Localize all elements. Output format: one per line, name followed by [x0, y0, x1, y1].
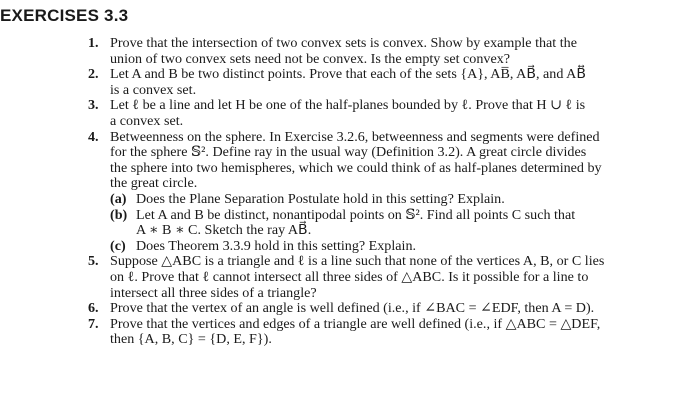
exercise-text-line: Does Theorem 3.3.9 hold in this setting? Explain.: [136, 237, 417, 254]
exercise-text-line: Prove that the intersection of two convex sets is convex. Show by example that the: [110, 35, 577, 51]
exercise-4a: [88, 192, 688, 208]
exercise-number: 7.: [88, 315, 99, 332]
exercise-text-line: Prove that the vertices and edges of a triangle are well defined (i.e., if △ABC = △DEF,: [110, 315, 601, 332]
exercise-text-line: a convex set.: [110, 112, 184, 129]
exercise-text-line: then {A, B, C} = {D, E, F}).: [110, 331, 272, 348]
exercise-3: [88, 98, 688, 129]
exercise-text-line: Let A and B be distinct, nonantipodal points on 𝕊². Find all points C such that: [136, 206, 576, 223]
subpart-label: (c): [110, 237, 126, 254]
subpart-label: (a): [110, 190, 127, 207]
exercise-number: 2.: [88, 66, 99, 83]
exercise-text-line: Prove that the vertex of an angle is well defined (i.e., if ∠BAC = ∠EDF, then A = D).: [110, 300, 595, 317]
exercise-4: [88, 130, 688, 192]
exercise-number: 6.: [88, 300, 99, 317]
exercise-number: 4.: [88, 128, 99, 145]
exercise-number: 3.: [88, 97, 99, 114]
exercise-1: [88, 36, 688, 67]
exercises-heading: EXERCISES 3.3: [0, 6, 129, 25]
exercise-2: [88, 67, 688, 98]
exercise-5: [88, 254, 688, 301]
exercise-text-line: union of two convex sets need not be convex. Is the empty set convex?: [110, 50, 510, 67]
exercise-text-line: Let A and B be two distinct points. Prove that each of the sets {A}, AB̅, AB⃗, and AB⃡: [110, 66, 586, 83]
exercise-text-line: Betweenness on the sphere. In Exercise 3.2.6, betweenness and segments were defined: [110, 128, 600, 145]
exercise-text-line: Let ℓ be a line and let H be one of the half-planes bounded by ℓ. Prove that H ∪ ℓ is: [110, 97, 586, 114]
exercise-text-line: on ℓ. Prove that ℓ cannot intersect all three sides of △ABC. Is it possible for a line to: [110, 268, 589, 285]
exercise-text-line: for the sphere 𝕊². Define ray in the usual way (Definition 3.2). A great circle divides: [110, 144, 587, 161]
exercise-4b: [88, 208, 688, 239]
exercise-text-line: A ∗ B ∗ C. Sketch the ray AB⃗.: [136, 222, 312, 239]
exercise-text-line: the sphere into two hemispheres, which we could think of as half-planes determined by: [110, 159, 602, 176]
subpart-label: (b): [110, 206, 128, 223]
exercise-4c: [88, 239, 688, 255]
exercise-number: 5.: [88, 253, 99, 270]
exercise-text-line: Does the Plane Separation Postulate hold in this setting? Explain.: [136, 190, 505, 207]
exercise-6: [88, 301, 688, 317]
exercise-text-line: is a convex set.: [110, 81, 197, 98]
exercise-text-line: the great circle.: [110, 175, 198, 192]
exercise-text-line: Suppose △ABC is a triangle and ℓ is a line such that none of the vertices A, B, or C lies: [110, 253, 605, 270]
exercise-7: [88, 317, 688, 348]
exercise-text-line: intersect all three sides of a triangle?: [110, 284, 317, 301]
exercise-list: [88, 36, 688, 348]
exercise-number: 1.: [88, 35, 99, 51]
